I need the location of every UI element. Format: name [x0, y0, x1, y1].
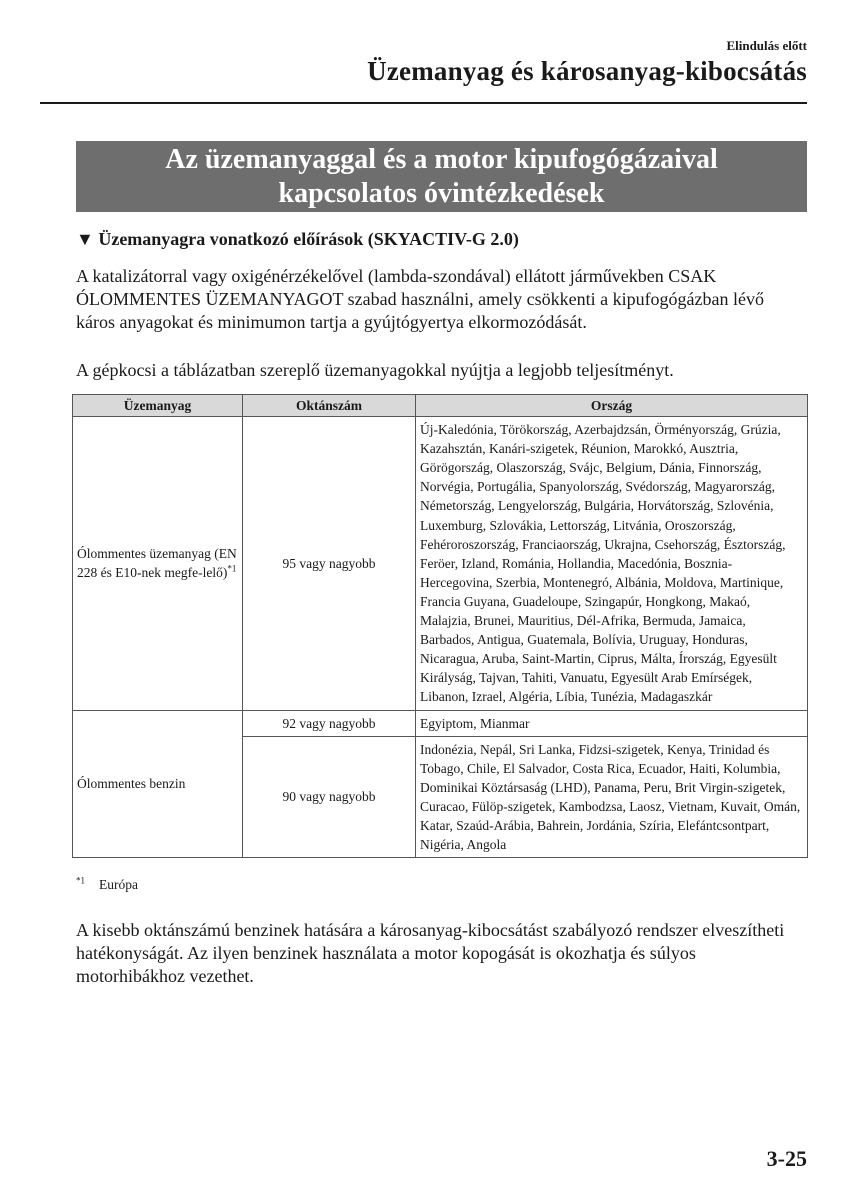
triangle-down-icon: ▼ [76, 229, 94, 249]
banner-line-2: kapcsolatos óvintézkedések [278, 177, 605, 209]
footnote-marker: *1 [76, 875, 85, 886]
footnote-ref: *1 [227, 563, 237, 574]
octane-cell: 92 vagy nagyobb [243, 710, 416, 736]
octane-cell: 90 vagy nagyobb [243, 736, 416, 858]
countries-cell: Egyiptom, Mianmar [416, 710, 808, 736]
banner-line-1: Az üzemanyaggal és a motor kipufogógázaival [165, 143, 718, 175]
fuel-cell [73, 417, 243, 710]
fuel-name: Ólommentes üzemanyag (EN 228 és E10-nek megfe-lelő) [77, 546, 237, 581]
section-title: Üzemanyag és károsanyag-kibocsátás [367, 56, 807, 86]
column-header-fuel: Üzemanyag [73, 395, 243, 417]
fuel-requirements-table [72, 394, 808, 858]
octane-cell: 95 vagy nagyobb [243, 417, 416, 710]
table-header-row [73, 395, 808, 417]
paragraph-table-intro: A gépkocsi a táblázatban szereplő üzemanyagokkal nyújtja a legjobb teljesítményt. [76, 360, 674, 380]
paragraph-catalyst: A katalizátorral vagy oxigénérzékelővel (lambda-szondával) ellátott járművekben CSAK ÓLOMMENTES ÜZEMANYAGOT szabad használni, amely csökkenti a kipufogógázban lévő káros anyagokat és minimumon tartja a gyújtógyertya elkormozódását. [76, 266, 765, 332]
fuel-cell: Ólommentes benzin [73, 710, 243, 858]
header-divider [40, 102, 807, 104]
countries-cell: Új-Kaledónia, Törökország, Azerbajdzsán, Örményország, Grúzia, Kazahsztán, Kanári-szigetek, Réunion, Marokkó, Ausztria, Görögország, Olaszország, Svájc, Belgium, Dánia, Finnország, Norvégia, Portugália, Spanyolország, Svédország, Magyarország, Németország, Lengyelország, Bulgária, Horvátország, Szlovénia, Luxemburg, Szlovákia, Lettország, Litvánia, Oroszország, Fehéroroszország, Franciaország, Ukrajna, Csehország, Észtország, Feröer, Izland, Románia, Hollandia, Macedónia, Bosznia-Hercegovina, Szerbia, Montenegró, Albánia, Moldova, Martinique, Francia Guyana, Guadeloupe, Szingapúr, Hongkong, Makaó, Malajzia, Brunei, Mauritius, Dél-Afrika, Bermuda, Jamaica, Barbados, Antigua, Guatemala, Bolívia, Uruguay, Honduras, Nicaragua, Aruba, Saint-Martin, Ciprus, Málta, Írország, Egyesült Királyság, Tajvan, Tahiti, Vanuatu, Egyesült Arab Emírségek, Libanon, Izrael, Algéria, Líbia, Tunézia, Madagaszkár [416, 417, 808, 710]
page-number: 3-25 [766, 1146, 807, 1171]
table-row [73, 710, 808, 736]
footnote [76, 877, 138, 893]
countries-cell: Indonézia, Nepál, Sri Lanka, Fidzsi-szigetek, Kenya, Trinidad és Tobago, Chile, El Salvador, Costa Rica, Ecuador, Haiti, Kolumbia, Dominikai Köztársaság (LHD), Panama, Peru, Brit Virgin-szigetek, Curacao, Fülöp-szigetek, Kambodzsa, Laosz, Vietnam, Kuvait, Omán, Katar, Szaúd-Arábia, Bahrein, Jordánia, Szíria, Elefántcsontpart, Nigéria, Angola [416, 736, 808, 858]
subheading-text: Üzemanyagra vonatkozó előírások (SKYACTIV-G 2.0) [98, 229, 519, 249]
paragraph-low-octane-warning: A kisebb oktánszámú benzinek hatására a károsanyag-kibocsátást szabályozó rendszer elveszítheti hatékonyságát. Az ilyen benzinek használata a motor kopogását is okozhatja és súlyos motorhibákhoz vezethet. [76, 920, 785, 986]
footnote-text: Európa [99, 877, 138, 892]
chapter-header: Elindulás előtt [726, 38, 807, 53]
table-row [73, 417, 808, 710]
column-header-country: Ország [416, 395, 808, 417]
subheading [76, 229, 519, 250]
column-header-octane: Oktánszám [243, 395, 416, 417]
topic-banner [76, 141, 807, 212]
